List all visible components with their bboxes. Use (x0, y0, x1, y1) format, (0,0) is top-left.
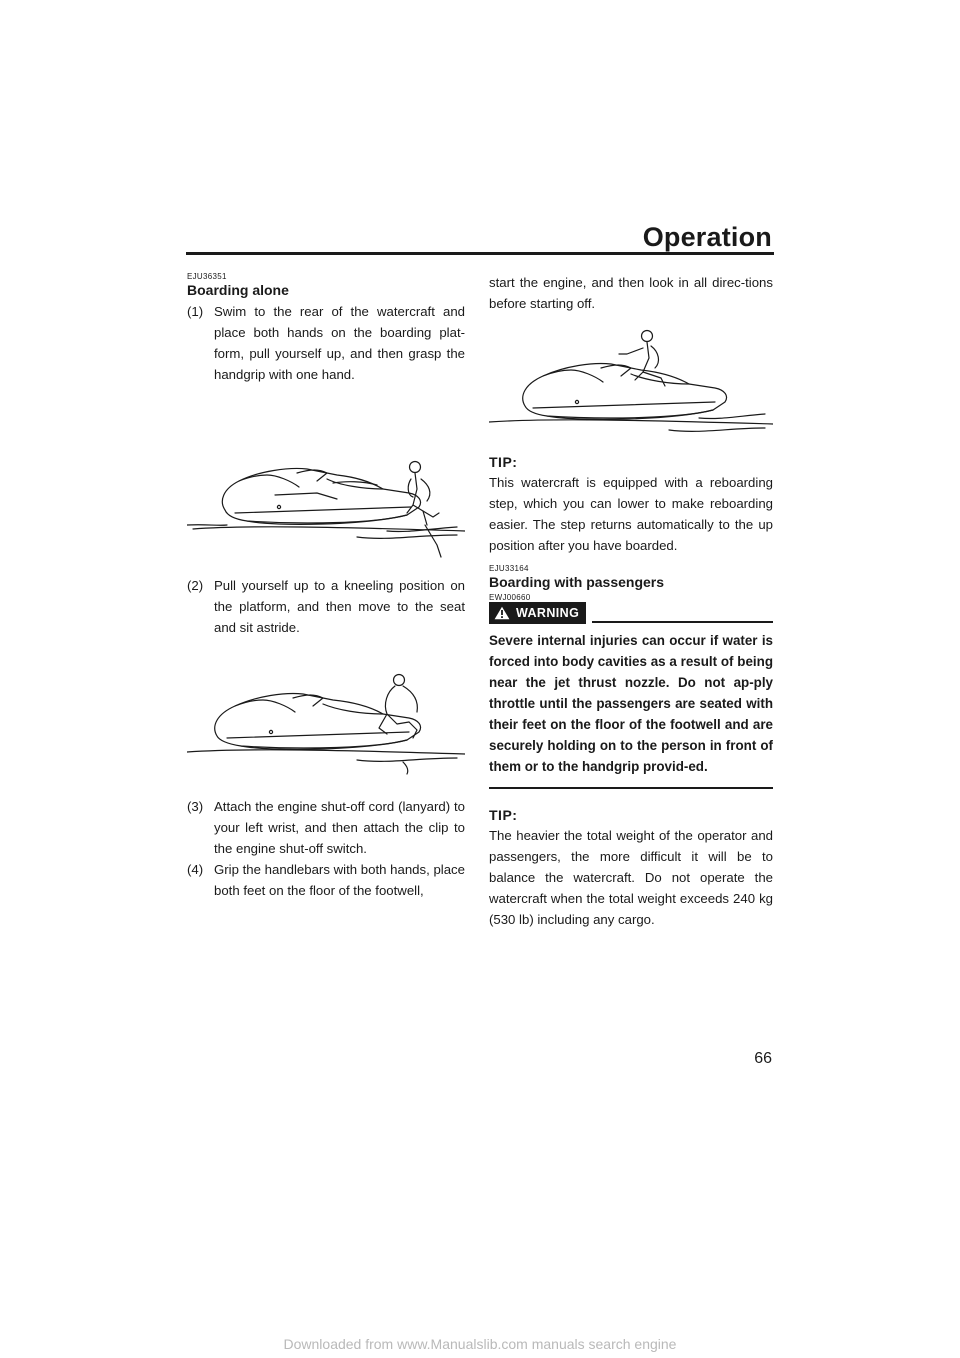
warning-header (489, 602, 773, 624)
section-heading-boarding-alone: Boarding alone (187, 282, 289, 298)
warning-label: WARNING (516, 606, 580, 620)
step-4 (187, 859, 465, 901)
warning-end-rule (489, 787, 773, 789)
left-column (187, 272, 465, 901)
page-title: Operation (642, 222, 772, 252)
section-heading-boarding-with-passengers: Boarding with passengers (489, 574, 665, 590)
step-text: Attach the engine shut-off cord (lanyard) to your left wrist, and then attach the clip to the engine shut-off switch. (214, 799, 465, 856)
illustration-swimmer-boarding (187, 385, 465, 575)
continued-paragraph: start the engine, and then look in all direc-tions before starting off. (489, 275, 773, 311)
step-2 (187, 575, 465, 638)
step-number: (1) (187, 304, 204, 319)
warning-rule (592, 621, 773, 623)
tip-text-weight: The heavier the total weight of the operator and passengers, the more difficult it will be to balance the watercraft. Do not operate the watercraft when the total weight exceeds 240 kg (530 lb) including any cargo. (489, 828, 773, 927)
warning-badge (489, 602, 586, 624)
tip-text-reboarding: This watercraft is equipped with a reboarding step, which you can lower to make reboarding easier. The step returns automatically to the up position after you have boarded. (489, 475, 773, 553)
tip-label: TIP: (489, 807, 518, 823)
step-number: (4) (187, 862, 204, 877)
footer-watermark: Downloaded from www.Manualslib.com manuals search engine (283, 1336, 677, 1352)
tip-label: TIP: (489, 454, 518, 470)
step-number: (3) (187, 799, 204, 814)
illustration-rider-seated (489, 314, 773, 454)
section-code: EJU36351 (187, 272, 227, 281)
step-1 (187, 301, 465, 385)
step-text: Grip the handlebars with both hands, place both feet on the floor of the footwell, (214, 862, 465, 898)
warning-code: EWJ00660 (489, 593, 531, 602)
step-text: Pull yourself up to a kneeling position on the platform, and then move to the seat and sit astride. (214, 578, 465, 635)
page-number: 66 (754, 1050, 772, 1067)
step-number: (2) (187, 578, 204, 593)
illustration-kneeling-on-platform (187, 638, 465, 796)
step-3 (187, 796, 465, 859)
right-column (489, 272, 773, 930)
warning-triangle-icon (494, 606, 510, 620)
header-rule (186, 252, 774, 255)
step-text: Swim to the rear of the watercraft and place both hands on the boarding plat-form, pull yourself up, and then grasp the handgrip with one hand. (214, 304, 465, 382)
warning-text: Severe internal injuries can occur if water is forced into body cavities as a result of being near the jet thrust nozzle. Do not ap-ply throttle until the passengers are seated with their feet on the floor of the footwell and are securely holding on to the person in front of them or to the handgrip provid-ed. (489, 633, 773, 774)
section-code: EJU33164 (489, 564, 529, 573)
